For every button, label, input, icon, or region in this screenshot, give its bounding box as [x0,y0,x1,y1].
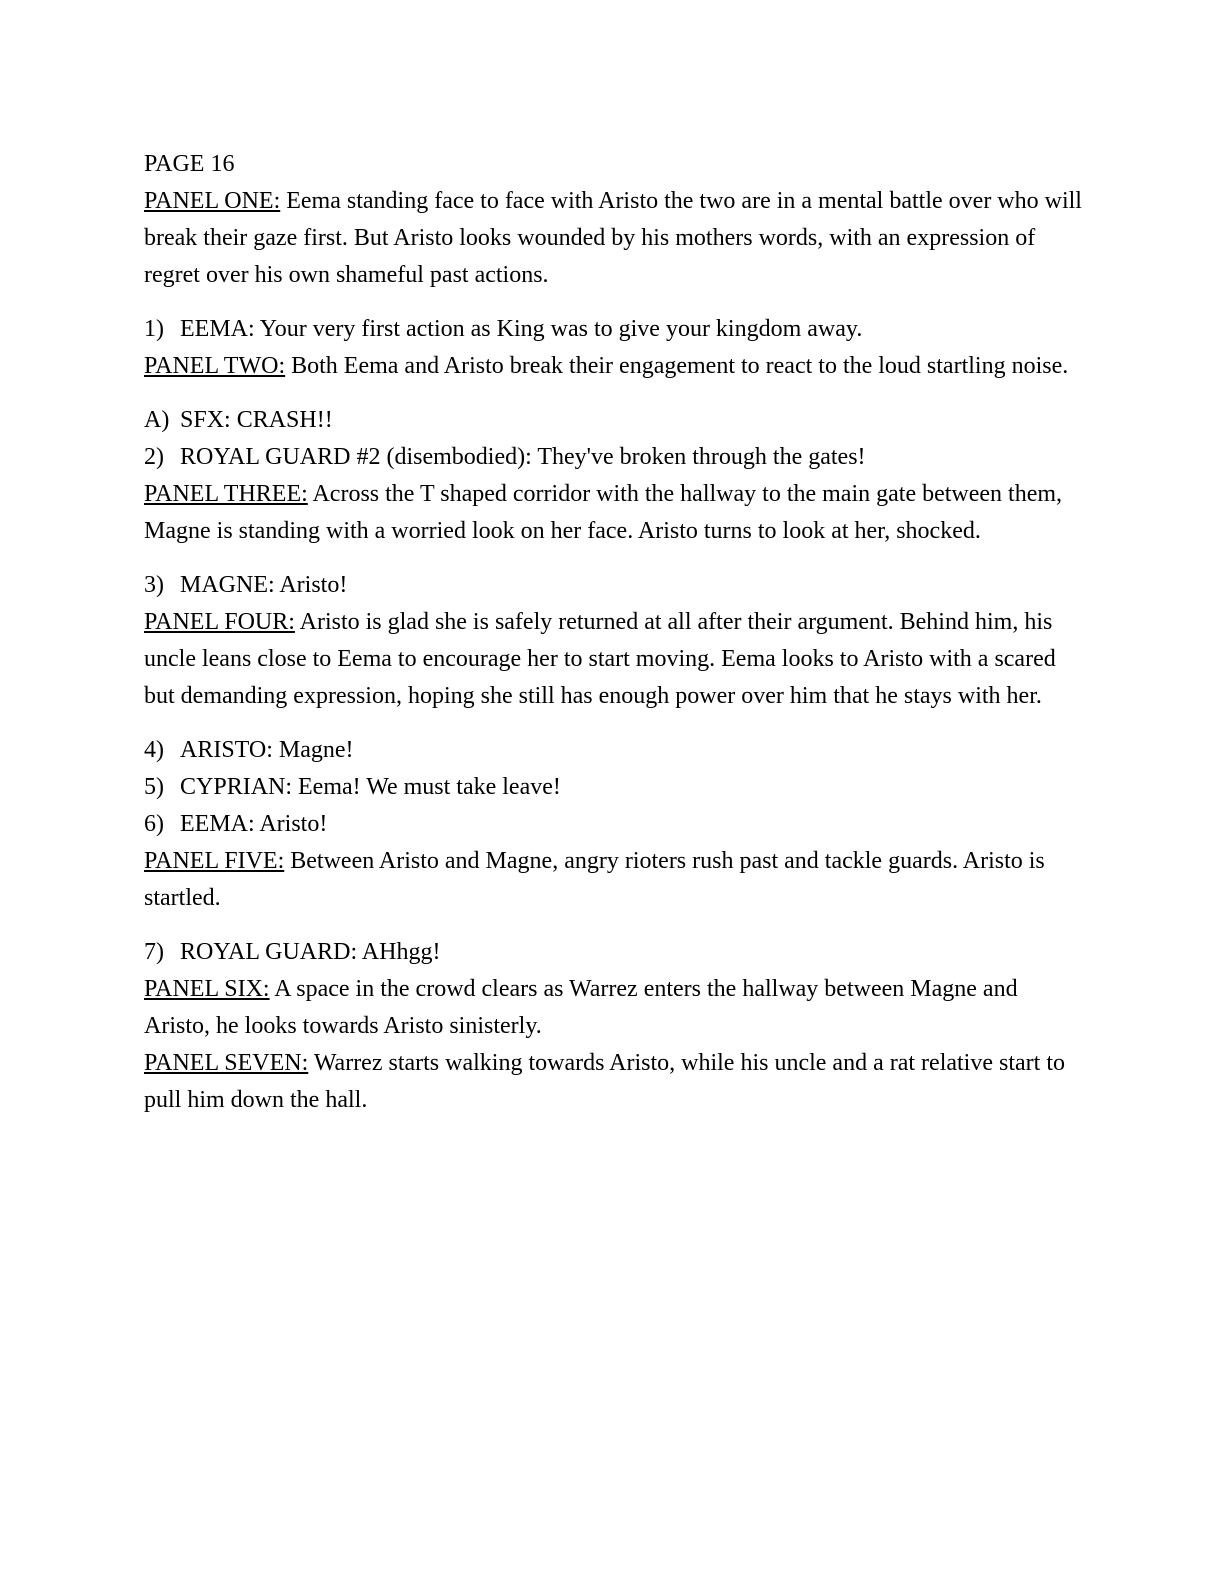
dialogue-text: EEMA: Aristo! [180,811,328,837]
dialogue-text: MAGNE: Aristo! [180,572,348,598]
panel-description: PANEL ONE: Eema standing face to face with Aristo the two are in a mental battle over who will break their gaze first. But Aristo looks wounded by his mothers words, with an expression of regret over his own shameful past actions. [144,188,1082,288]
panel-label: PANEL ONE: [144,188,281,214]
panel-label: PANEL SEVEN: [144,1050,309,1076]
dialogue-line [144,732,1084,769]
panel-description: PANEL SIX: A space in the crowd clears as Warrez enters the hallway between Magne and Aristo, he looks towards Aristo sinisterly. [144,976,1018,1039]
dialogue-number: A) [144,407,170,433]
panel-label: PANEL THREE: [144,481,308,507]
dialogue-line [144,934,1084,971]
dialogue-text: EEMA: Your very first action as King was to give your kingdom away. [180,316,863,342]
dialogue-line [144,402,1084,439]
dialogue-number: 2) [144,444,164,470]
dialogue-line [144,769,1084,806]
dialogue-number: 4) [144,737,164,763]
panel-description: PANEL FIVE: Between Aristo and Magne, angry rioters rush past and tackle guards. Aristo is startled. [144,848,1045,911]
panel-label: PANEL SIX: [144,976,270,1002]
dialogue-text: ARISTO: Magne! [180,737,354,763]
page-number-heading: PAGE 16 [144,151,235,177]
panel-description: PANEL SEVEN: Warrez starts walking towards Aristo, while his uncle and a rat relative start to pull him down the hall. [144,1050,1065,1113]
dialogue-number: 6) [144,811,164,837]
panel-label: PANEL TWO: [144,353,286,379]
panel-description: PANEL FOUR: Aristo is glad she is safely returned at all after their argument. Behind him, his uncle leans close to Eema to encourage her to start moving. Eema looks to Aristo with a scared but demanding expression, hoping she still has enough power over him that he stays with her. [144,609,1056,709]
script-blocks [144,183,1084,1119]
dialogue-line [144,311,1084,348]
dialogue-line [144,567,1084,604]
dialogue-line [144,439,1084,476]
panel-description: PANEL TWO: Both Eema and Aristo break their engagement to react to the loud startling noise. [144,353,1069,379]
dialogue-text: ROYAL GUARD: AHhgg! [180,939,441,965]
dialogue-line [144,806,1084,843]
dialogue-text: ROYAL GUARD #2 (disembodied): They've broken through the gates! [180,444,866,470]
dialogue-number: 7) [144,939,164,965]
dialogue-text: SFX: CRASH!! [180,407,333,433]
panel-label: PANEL FIVE: [144,848,285,874]
panel-label: PANEL FOUR: [144,609,295,635]
panel-description: PANEL THREE: Across the T shaped corridor with the hallway to the main gate between them, Magne is standing with a worried look on her face. Aristo turns to look at her, shocked. [144,481,1063,544]
dialogue-number: 5) [144,774,164,800]
dialogue-number: 3) [144,572,164,598]
dialogue-number: 1) [144,316,164,342]
dialogue-text: CYPRIAN: Eema! We must take leave! [180,774,561,800]
